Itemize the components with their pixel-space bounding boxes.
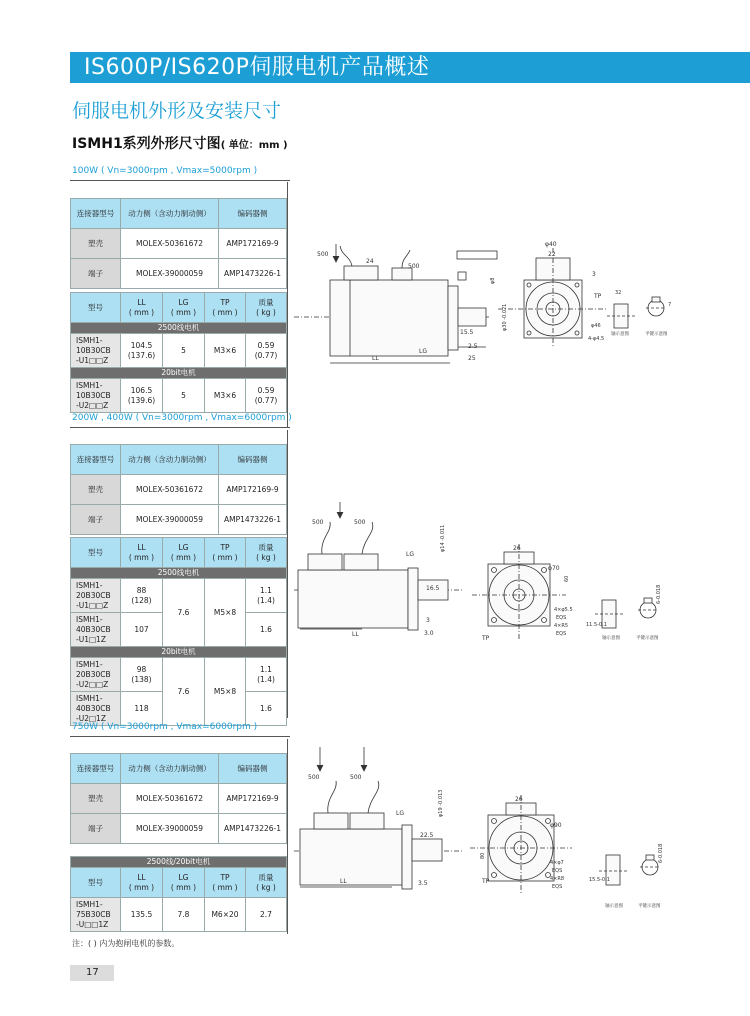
cell [163,293,205,323]
dim-label: 平键示意图 [638,904,661,909]
subsection-title [72,133,288,153]
subsection-unit: ( 单位：mm ) [220,140,288,151]
dim-label: 4-φ4.5 [588,336,605,342]
cell [205,868,246,898]
cell: 5 [163,334,205,368]
cell: 7.8 [163,898,205,932]
cell-text: LL [137,872,146,882]
footnote: 注：( ) 内为抱闸电机的参数。 [72,939,180,948]
dim-label: TP [482,878,490,885]
dimension-drawing-200w [292,494,704,644]
cell: MOLEX-50361672 [121,475,219,505]
cell [205,538,246,568]
dimension-drawing-100w [292,236,704,364]
dim-label: 6-0.018 [656,584,662,604]
cell: ISMH1- 40B30CB -U2□1Z [71,692,121,726]
dim-label: φ30 -0.021 [502,303,508,331]
divider [70,736,290,737]
cell: 7.6 [163,579,205,647]
cell-text: ( mm ) [170,882,197,892]
dim-label: 15.5 [460,329,474,336]
cell-text: TP [220,297,230,307]
cell: 连接器型号 [71,754,121,784]
cell-text: LG [178,872,189,882]
cell: MOLEX-39000059 [121,259,219,289]
dim-label: 轴示意图 [602,636,620,641]
dim-label: 500 [354,519,366,526]
group-title-100w: 100W ( Vn=3000rpm , Vmax=5000rpm ) [72,166,258,176]
table-band: 2500线电机 [71,323,287,334]
cell-text: LG [178,297,189,307]
cell: M3×6 [205,379,246,413]
cell: M5×8 [205,579,246,647]
cell [163,538,205,568]
dim-label: 24 [366,258,374,265]
cell: MOLEX-50361672 [121,784,219,814]
divider [287,182,288,427]
cell-text: LG [178,542,189,552]
page-number: 17 [70,965,114,981]
cell: AMP172169-9 [219,475,287,505]
model-table-200w [70,537,287,726]
cell-text: 质量 [258,872,274,882]
dim-label: 16.5 [426,585,440,592]
cell-text: TP [220,872,230,882]
cell: 塑壳 [71,475,121,505]
dim-label: LG [419,348,427,355]
divider [70,427,290,428]
dim-label: 15.5-0.1 [589,877,610,883]
dim-label: 500 [312,519,324,526]
dim-label: 6-0.018 [658,843,664,863]
cell-text: ( kg ) [256,882,276,892]
group-title-200w-400w: 200W , 400W ( Vn=3000rpm , Vmax=6000rpm ) [72,413,292,423]
subsection-title-text: ISMH1系列外形尺寸图 [72,136,221,152]
cell-text: ( kg ) [256,307,276,317]
dim-label: 轴示意图 [605,904,623,909]
table-band: 2500线电机 [71,568,287,579]
cell: 端子 [71,814,121,844]
cell: 端子 [71,259,121,289]
cell: 编码器侧 [219,445,287,475]
cell: M5×8 [205,658,246,726]
dim-label: 轴示意图 [611,332,629,337]
cell: ISMH1- 20B30CB -U2□□Z [71,658,121,692]
cell: 98 (138) [121,658,163,692]
cell: M6×20 [205,898,246,932]
dim-label: 平键示意图 [645,332,668,337]
dim-label: 4×φ7 [550,860,564,866]
cell: 塑壳 [71,229,121,259]
model-table-100w [70,292,287,413]
dim-label: 80 [480,852,486,859]
dim-label: φ14 -0.011 [440,524,446,552]
cell [246,293,287,323]
cell: 端子 [71,505,121,535]
dim-label: 26 [513,545,521,552]
cell: MOLEX-39000059 [121,814,219,844]
cell: 型号 [71,293,121,323]
dim-label: φ8 [490,277,496,284]
cell [246,538,287,568]
divider [287,430,288,718]
cell: 2.7 [246,898,287,932]
divider [70,180,290,181]
dim-label: φ19 -0.013 [438,789,444,817]
table-band: 20bit电机 [71,647,287,658]
dim-label: 4×φ5.5 [554,607,573,613]
cell: AMP172169-9 [219,784,287,814]
cell-text: 质量 [258,297,274,307]
cell-text: LL [137,542,146,552]
cell: 编码器侧 [219,754,287,784]
dim-label: LG [406,551,414,558]
dim-label: 25 [468,355,476,362]
dim-label: 500 [308,774,320,781]
cell: 107 [121,613,163,647]
cell-text: ( mm ) [212,307,238,317]
cell: 88 (128) [121,579,163,613]
cell [246,868,287,898]
cell: M3×6 [205,334,246,368]
cell-text: 质量 [258,542,274,552]
cell-text: TP [220,542,230,552]
cell: 连接器型号 [71,445,121,475]
dim-label: 500 [350,774,362,781]
cell: 1.6 [246,613,287,647]
dim-label: 2.5 [468,343,478,350]
cell: 型号 [71,538,121,568]
dim-label: EQS [556,615,567,621]
cell: ISMH1- 20B30CB -U1□□Z [71,579,121,613]
connector-table-100w [70,198,287,289]
cell: 7.6 [163,658,205,726]
cell [163,868,205,898]
dim-label: 500 [317,251,329,258]
cell: 动力侧（含动力制动侧） [121,445,219,475]
dim-label: LL [340,878,347,885]
dim-label: 500 [408,263,420,270]
dim-label: φ46 [591,323,601,329]
divider [287,739,288,934]
cell: 连接器型号 [71,199,121,229]
dim-label: EQS [556,631,567,637]
dim-label: 4×R5 [554,623,569,629]
dim-label: 60 [564,575,570,582]
cell-text: ( mm ) [128,307,155,317]
dim-label: φ70 [548,565,560,572]
cell: 编码器侧 [219,199,287,229]
cell [205,293,246,323]
dim-label: 7 [668,302,672,308]
cell: ISMH1- 10B30CB -U1□□Z [71,334,121,368]
cell: 型号 [71,868,121,898]
dim-label: 22.5 [420,832,434,839]
dim-label: 平键示意图 [636,636,659,641]
cell-text: ( kg ) [256,552,276,562]
dim-label: LL [372,355,379,362]
cell: 0.59 (0.77) [246,334,287,368]
dim-label: φ90 [550,822,562,829]
cell [121,868,163,898]
cell: 0.59 (0.77) [246,379,287,413]
dim-label: LL [352,631,359,638]
dim-label: TP [594,293,602,300]
dimension-drawing-750w [292,745,704,913]
dim-label: 3 [426,617,430,624]
cell: ISMH1- 10B30CB -U2□□Z [71,379,121,413]
dim-label: 3.5 [418,880,428,887]
cell-text: ( mm ) [170,552,197,562]
cell: 135.5 [121,898,163,932]
cell: 动力侧（含动力制动侧） [121,199,219,229]
cell: MOLEX-50361672 [121,229,219,259]
group-title-750w: 750W ( Vn=3000rpm , Vmax=6000rpm ) [72,722,258,732]
section-title: 伺服电机外形及安装尺寸 [72,100,282,122]
cell: ISMH1- 40B30CB -U1□1Z [71,613,121,647]
cell: AMP1473226-1 [219,505,287,535]
dim-label: 3 [592,271,596,278]
cell: 1.6 [246,692,287,726]
cell-text: ( mm ) [128,882,155,892]
dim-label: EQS [552,884,563,890]
dim-label: 4×R8 [550,876,565,882]
dim-label: 22 [548,251,556,258]
cell: 塑壳 [71,784,121,814]
cell: 118 [121,692,163,726]
cell: 动力侧（含动力制动侧） [121,754,219,784]
dim-label: 32 [615,290,622,296]
cell: AMP1473226-1 [219,259,287,289]
cell: 106.5 (139.6) [121,379,163,413]
cell-text: ( mm ) [212,552,238,562]
cell-text: ( mm ) [128,552,155,562]
dim-label: 3.0 [424,630,434,637]
cell [121,538,163,568]
table-band: 20bit电机 [71,368,287,379]
cell: AMP172169-9 [219,229,287,259]
dim-label: LG [396,810,404,817]
connector-table-200w [70,444,287,535]
cell-text: LL [137,297,146,307]
cell: ISMH1- 75B30CB -U□□1Z [71,898,121,932]
dim-label: 26 [515,796,523,803]
connector-table-750w [70,753,287,844]
cell: 5 [163,379,205,413]
dim-label: φ40 [545,241,557,248]
dim-label: 11.5-0.1 [586,622,607,628]
cell: 1.1 (1.4) [246,658,287,692]
cell: AMP1473226-1 [219,814,287,844]
cell: MOLEX-39000059 [121,505,219,535]
cell [121,293,163,323]
dim-label: TP [482,635,490,642]
cell-text: ( mm ) [170,307,197,317]
cell-text: ( mm ) [212,882,238,892]
cell: 1.1 (1.4) [246,579,287,613]
title-banner [70,52,750,83]
cell: 104.5 (137.6) [121,334,163,368]
model-table-750w [70,856,287,932]
banner-title: IS600P/IS620P伺服电机产品概述 [84,55,430,80]
table-band: 2500线/20bit电机 [71,857,287,868]
dim-label: EQS [552,868,563,874]
